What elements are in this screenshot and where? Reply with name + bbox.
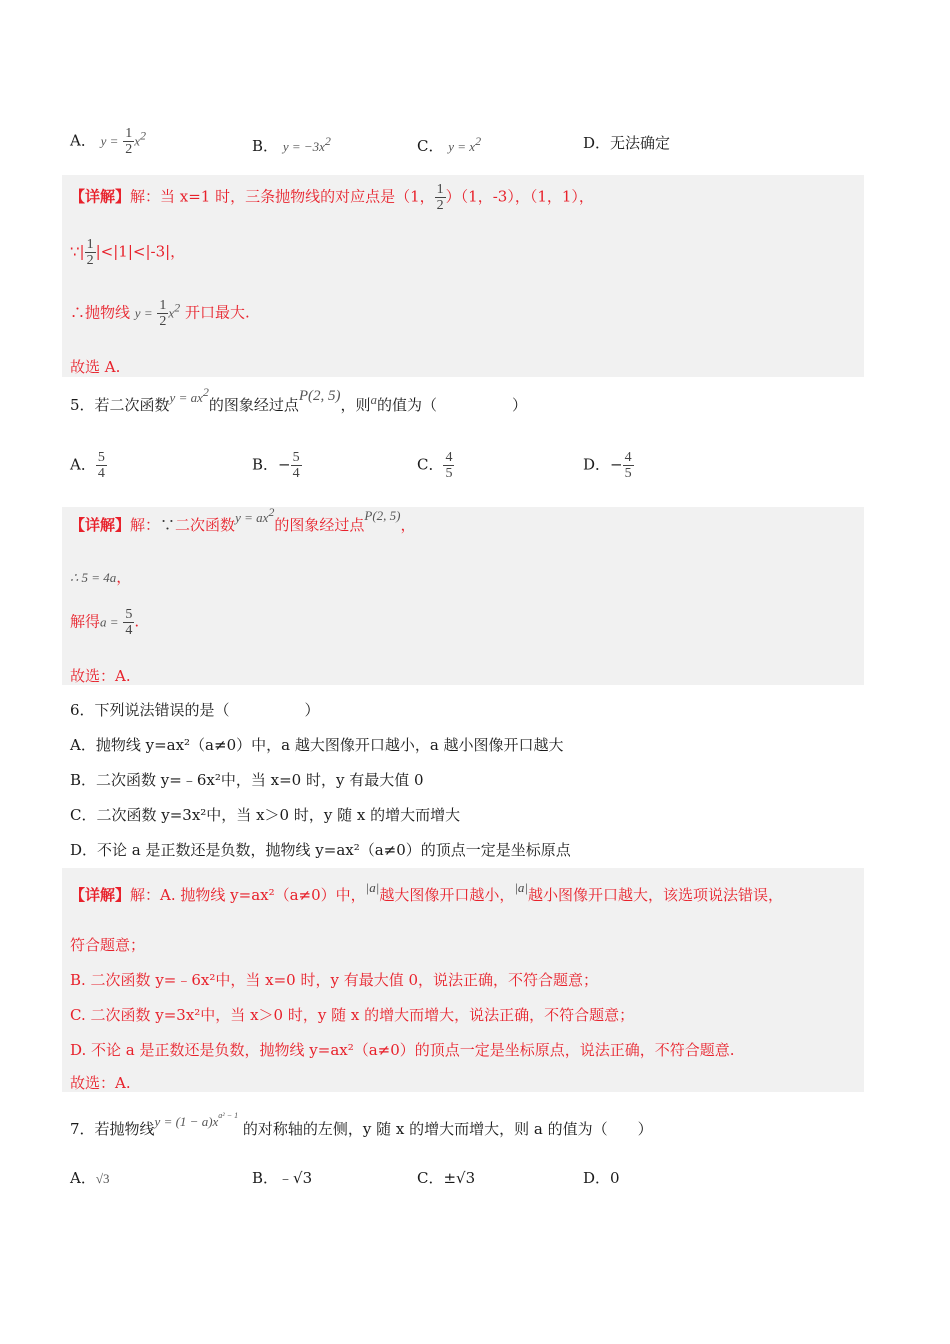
q6-option-a: A．抛物线 y=ax²（a≠0）中，a 越大图像开口越小，a 越小图像开口越大 <box>70 736 564 754</box>
q5-stem: 5．若二次函数$y = ax^2$的图象经过点P(2, 5)，则a的值为（ ） <box>70 385 528 414</box>
fraction: $\frac{1}{2}$ <box>125 126 133 157</box>
detail-tag: 【详解】 <box>70 886 131 904</box>
q4-option-b: B． $y = -3x^2$ <box>252 134 331 155</box>
q4-solution-line4: 故选 A. <box>70 358 121 376</box>
q5-option-c: C． $\frac{4}{5}$ <box>417 450 453 481</box>
fraction: $\frac{4}{5}$ <box>445 450 453 481</box>
q5-option-b: B．− $\frac{5}{4}$ <box>252 450 300 481</box>
abs-a: |a| <box>514 880 528 895</box>
q4-solution-line2: ∵| $\frac{1}{2}$ |<|1|<|-3|， <box>70 237 186 268</box>
option-letter: A． <box>70 131 96 150</box>
q5-solution-line2: ∴ 5 = 4a， <box>70 568 132 586</box>
q5-solution-line4: 故选：A. <box>70 667 131 685</box>
fraction: $\frac{4}{5}$ <box>624 450 632 481</box>
q6-stem: 6．下列说法错误的是（ ） <box>70 701 320 719</box>
q5-option-a: A． $\frac{5}{4}$ <box>70 450 105 481</box>
q4-option-c: C． $y = x^2$ <box>417 134 482 155</box>
q4-solution-line1: 【详解】解：当 x=1 时，三条抛物线的对应点是（1， $\frac{1}{2}$ ）（1，-3），（1，1）， <box>70 182 594 213</box>
q4-solution-line3: ∴抛物线 y = $\frac{1}{2}$ $x^2$ 开口最大. <box>70 298 250 329</box>
fraction: $\frac{5}{4}$ <box>125 607 133 638</box>
q5-option-d: D．− $\frac{4}{5}$ <box>583 450 632 481</box>
q6-solution-line3: B. 二次函数 y=﹣6x²中，当 x=0 时，y 有最大值 0，说法正确，不符合题意； <box>70 971 599 989</box>
q5-solution-line1: 【详解】解：∵二次函数$y = ax^2$的图象经过点P(2, 5)， <box>70 505 416 534</box>
q6-solution-line1: 【详解】解：A. 抛物线 y=ax²（a≠0）中，|a|越大图像开口越小，|a|越小图像开口越大，该选项说法错误， <box>70 880 784 904</box>
detail-tag: 【详解】 <box>70 516 131 534</box>
q7-option-d: D．0 <box>583 1169 620 1187</box>
fraction: $\frac{1}{2}$ <box>159 298 167 329</box>
q7-stem: 7．若抛物线$y = (1 - a)x^{a^2 - 1}$ 的对称轴的左侧，y 随 x 的增大而增大，则 a 的值为（ ） <box>70 1111 653 1138</box>
q7-option-a: A．√3 <box>70 1169 110 1187</box>
q4-option-d: D．无法确定 <box>583 134 671 152</box>
q7-option-c: C．±√3 <box>417 1169 476 1187</box>
q4-option-a: A． y = $\frac{1}{2}$ $x^2$ <box>70 126 146 157</box>
q6-option-b: B．二次函数 y=﹣6x²中，当 x=0 时，y 有最大值 0 <box>70 771 424 789</box>
fraction: $\frac{1}{2}$ <box>86 237 94 268</box>
q6-option-d: D．不论 a 是正数还是负数，抛物线 y=ax²（a≠0）的顶点一定是坐标原点 <box>70 841 571 859</box>
q6-solution-line4: C. 二次函数 y=3x²中，当 x＞0 时，y 随 x 的增大而增大，说法正确，不符合题意； <box>70 1006 635 1024</box>
q6-solution-line5: D. 不论 a 是正数还是负数，抛物线 y=ax²（a≠0）的顶点一定是坐标原点，说法正确，不符合题意. <box>70 1041 735 1059</box>
fraction: $\frac{5}{4}$ <box>292 450 300 481</box>
q6-solution-line6: 故选：A. <box>70 1074 131 1092</box>
abs-a: |a| <box>365 880 380 895</box>
detail-tag: 【详解】 <box>70 187 131 206</box>
q5-solution-line3: 解得a = $\frac{5}{4}$ . <box>70 607 140 638</box>
fraction: $\frac{5}{4}$ <box>97 450 105 481</box>
q6-option-c: C．二次函数 y=3x²中，当 x＞0 时，y 随 x 的增大而增大 <box>70 806 461 824</box>
fraction: $\frac{1}{2}$ <box>436 182 444 213</box>
q7-option-b: B．﹣√3 <box>252 1169 313 1187</box>
q6-solution-line2: 符合题意； <box>70 936 146 954</box>
